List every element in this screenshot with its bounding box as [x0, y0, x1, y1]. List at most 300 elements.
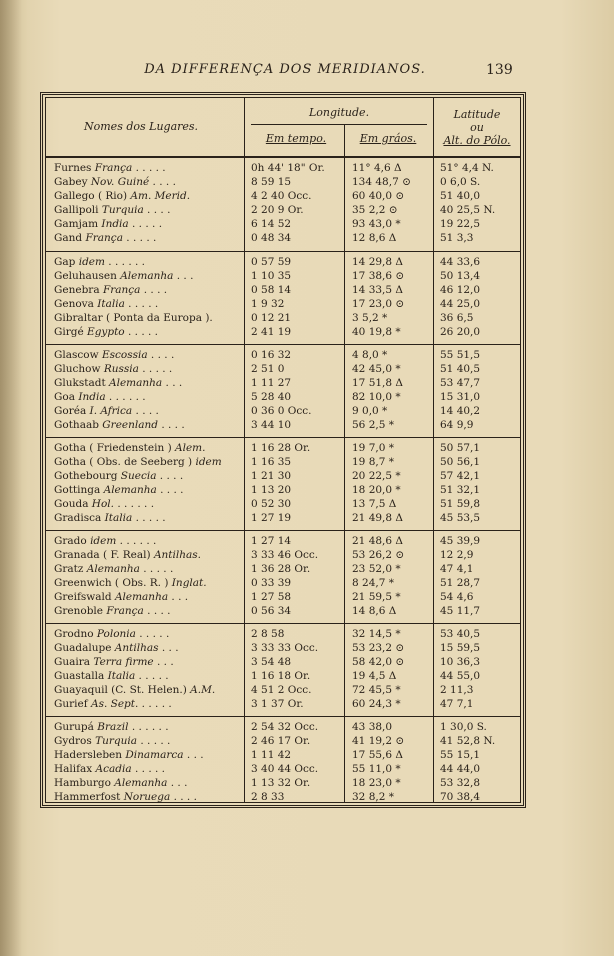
longitude-time-cell: 1 10 35: [251, 270, 292, 282]
longitude-time-cell: 0 58 14: [251, 284, 292, 296]
latitude-cell: 19 22,5: [440, 218, 481, 230]
leader-dots: . . . .: [143, 605, 171, 617]
longitude-time-cell: 1 21 30: [251, 470, 292, 482]
longitude-time-cell: 2 51 0: [251, 363, 285, 375]
latitude-cell: 47 7,1: [440, 698, 474, 710]
latitude-cell: 44 55,0: [440, 670, 481, 682]
place-name: Hammerfost: [54, 791, 121, 803]
place-name: Furnes: [54, 162, 92, 174]
region-name: Alemanha: [86, 563, 140, 575]
longitude-time-cell: 1 16 35: [251, 456, 292, 468]
place-name-cell: [54, 419, 244, 431]
table-row: [46, 312, 520, 326]
longitude-degrees-cell: 19 4,5 Δ: [352, 670, 397, 682]
longitude-degrees-cell: 53 23,2 ⊙: [352, 642, 405, 654]
place-name: Grodno: [54, 628, 94, 640]
place-name-cell: [54, 563, 244, 575]
header-latitude-cell: [434, 98, 520, 156]
latitude-cell: 36 6,5: [440, 312, 474, 324]
longitude-degrees-cell: 21 48,6 Δ: [352, 535, 403, 547]
header-ou-label: ou: [470, 121, 484, 134]
longitude-degrees-cell: 21 49,8 Δ: [352, 512, 403, 524]
latitude-cell: 51 40,5: [440, 363, 481, 375]
leader-dots: . . . . . .: [105, 391, 146, 403]
table-row: [46, 563, 520, 577]
longitude-time-cell: 0 12 21: [251, 312, 292, 324]
region-name: Inglat.: [171, 577, 207, 589]
latitude-cell: 15 31,0: [440, 391, 481, 403]
place-name-cell: [54, 232, 244, 244]
latitude-cell: 45 53,5: [440, 512, 481, 524]
table-row: [46, 512, 520, 526]
place-name: Gothebourg: [54, 470, 118, 482]
place-name: Gothaab: [54, 419, 99, 431]
leader-dots: . . . . .: [138, 363, 173, 375]
longitude-degrees-cell: 43 38,0: [352, 721, 393, 733]
place-name-cell: [54, 391, 244, 403]
longitude-degrees-cell: 14 33,5 Δ: [352, 284, 403, 296]
longitude-time-cell: 2 20 9 Or.: [251, 204, 304, 216]
place-name-cell: [54, 326, 244, 338]
latitude-cell: 14 40,2: [440, 405, 481, 417]
place-name: Greenwich ( Obs. R. ): [54, 577, 169, 589]
place-name-cell: [54, 605, 244, 617]
longitude-degrees-cell: 18 23,0 *: [352, 777, 401, 789]
region-name: Italia: [97, 298, 125, 310]
longitude-time-cell: 1 27 19: [251, 512, 292, 524]
longitude-degrees-cell: 21 59,5 *: [352, 591, 401, 603]
region-name: Alemanha: [103, 484, 157, 496]
place-name-cell: [54, 298, 244, 310]
leader-dots: . . . . .: [137, 735, 171, 747]
region-name: idem: [195, 456, 222, 468]
place-name-cell: [54, 628, 244, 640]
table-group: [46, 437, 520, 531]
place-name-cell: [54, 749, 244, 761]
longitude-time-cell: 0 57 59: [251, 256, 292, 268]
place-name: Gottinga: [54, 484, 101, 496]
place-name-cell: [54, 363, 244, 375]
place-name: Gibraltar ( Ponta da Europa ).: [54, 312, 213, 324]
table-row: [46, 549, 520, 563]
latitude-cell: 50 57,1: [440, 442, 481, 454]
longitude-time-cell: 1 16 18 Or.: [251, 670, 311, 682]
place-name-cell: [54, 176, 244, 188]
longitude-time-cell: 4 2 40 Occ.: [251, 190, 312, 202]
region-name: idem: [78, 256, 105, 268]
leader-dots: . . .: [158, 642, 179, 654]
table-row: [46, 535, 520, 549]
place-name: Gurupá: [54, 721, 94, 733]
table-row: [46, 456, 520, 470]
header-alt-polo-label: Alt. do Pólo.: [443, 134, 511, 147]
region-name: Alemanha: [114, 591, 169, 603]
latitude-cell: 15 59,5: [440, 642, 481, 654]
place-name: Gratz: [54, 563, 84, 575]
latitude-cell: 44 25,0: [440, 298, 481, 310]
place-name-cell: [54, 218, 244, 230]
region-name: idem: [90, 535, 117, 547]
place-name-cell: [54, 284, 244, 296]
place-name-cell: [54, 535, 244, 547]
leader-dots: . . . . .: [131, 763, 166, 775]
region-name: França: [85, 232, 123, 244]
region-name: Am. Merid.: [130, 190, 191, 202]
longitude-degrees-cell: 82 10,0 *: [352, 391, 401, 403]
region-name: Egypto: [87, 326, 125, 338]
longitude-time-cell: 3 1 37 Or.: [251, 698, 304, 710]
header-longitude-rule: [251, 124, 427, 125]
longitude-degrees-cell: 4 8,0 *: [352, 349, 388, 361]
table-row: [46, 670, 520, 684]
place-name: Guaira: [54, 656, 91, 668]
place-name: Gand: [54, 232, 83, 244]
leader-dots: . . . . .: [138, 698, 172, 710]
region-name: As. Sept.: [90, 698, 139, 710]
place-name: Gydros: [54, 735, 92, 747]
latitude-cell: 40 25,5 N.: [440, 204, 496, 216]
leader-dots: . . . . .: [135, 628, 170, 640]
region-name: Dinamarca: [125, 749, 184, 761]
longitude-degrees-cell: 58 42,0 ⊙: [352, 656, 405, 668]
longitude-time-cell: 1 13 20: [251, 484, 292, 496]
place-name-cell: [54, 791, 244, 803]
longitude-time-cell: 1 27 58: [251, 591, 292, 603]
place-name: Goréa: [54, 405, 87, 417]
region-name: Escossia: [101, 349, 148, 361]
latitude-cell: 12 2,9: [440, 549, 474, 561]
region-name: Italia: [107, 670, 136, 682]
longitude-degrees-cell: 23 52,0 *: [352, 563, 401, 575]
latitude-cell: 51° 4,4 N.: [440, 162, 494, 174]
place-name: Geluhausen: [54, 270, 117, 282]
longitude-time-cell: 2 41 19: [251, 326, 292, 338]
place-name-cell: [54, 591, 244, 603]
place-name: Hadersleben: [54, 749, 123, 761]
leader-dots: . . .: [162, 377, 183, 389]
leader-dots: . . .: [153, 656, 174, 668]
place-name-cell: [54, 442, 244, 454]
region-name: Brazil: [97, 721, 129, 733]
leader-dots: . . . . .: [124, 298, 159, 310]
table-row: [46, 270, 520, 284]
table-row: [46, 232, 520, 246]
longitude-time-cell: 3 33 33 Occ.: [251, 642, 319, 654]
place-name: Girgé: [54, 326, 84, 338]
place-name: Gamjam: [54, 218, 99, 230]
longitude-time-cell: 1 13 32 Or.: [251, 777, 311, 789]
longitude-time-cell: 1 36 28 Or.: [251, 563, 311, 575]
place-name-cell: [54, 377, 244, 389]
latitude-cell: 51 40,0: [440, 190, 481, 202]
leader-dots: . . . . .: [135, 670, 169, 682]
latitude-cell: 53 47,7: [440, 377, 481, 389]
region-name: Russia: [103, 363, 139, 375]
place-name-cell: [54, 484, 244, 496]
place-name: Hamburgo: [54, 777, 111, 789]
place-name: Glukstadt: [54, 377, 106, 389]
longitude-time-cell: 0 52 30: [251, 498, 292, 510]
table-header: [46, 98, 520, 158]
place-name-cell: [54, 512, 244, 524]
leader-dots: . . . .: [149, 176, 176, 188]
place-name-cell: [54, 470, 244, 482]
place-name-cell: [54, 349, 244, 361]
table-row: [46, 377, 520, 391]
region-name: Hol.: [91, 498, 114, 510]
place-name: Goa: [54, 391, 75, 403]
longitude-time-cell: 8 59 15: [251, 176, 292, 188]
table-row: [46, 256, 520, 270]
place-name: Greifswald: [54, 591, 112, 603]
longitude-time-cell: 1 9 32: [251, 298, 285, 310]
leader-dots: . . . .: [140, 284, 168, 296]
region-name: I. Africa: [89, 405, 133, 417]
region-name: Alem.: [175, 442, 206, 454]
longitude-time-cell: 1 16 28 Or.: [251, 442, 311, 454]
longitude-time-cell: 3 40 44 Occ.: [251, 763, 319, 775]
leader-dots: . . . . .: [132, 512, 166, 524]
longitude-degrees-cell: 55 11,0 *: [352, 763, 401, 775]
table-group: [46, 530, 520, 624]
region-name: Turquia: [101, 204, 144, 216]
header-names-label: Nomes dos Lugares.: [84, 120, 199, 133]
region-name: Antilhas: [114, 642, 159, 654]
longitude-time-cell: 3 54 48: [251, 656, 292, 668]
longitude-degrees-cell: 9 0,0 *: [352, 405, 388, 417]
place-name: Gallipoli: [54, 204, 99, 216]
table-row: [46, 204, 520, 218]
latitude-cell: 51 59,8: [440, 498, 481, 510]
region-name: Terra firme: [93, 656, 154, 668]
longitude-degrees-cell: 93 43,0 *: [352, 218, 401, 230]
latitude-cell: 51 28,7: [440, 577, 481, 589]
table-row: [46, 749, 520, 763]
leader-dots: . . . . .: [124, 326, 159, 338]
leader-dots: . . . . .: [128, 218, 163, 230]
place-name-cell: [54, 549, 244, 561]
longitude-time-cell: 0 56 34: [251, 605, 292, 617]
table-row: [46, 605, 520, 619]
table-row: [46, 419, 520, 433]
place-name-cell: [54, 656, 244, 668]
latitude-cell: 10 36,3: [440, 656, 481, 668]
place-name: Gurief: [54, 698, 88, 710]
region-name: Suecia: [120, 470, 157, 482]
latitude-cell: 26 20,0: [440, 326, 481, 338]
longitude-degrees-cell: 53 26,2 ⊙: [352, 549, 405, 561]
latitude-cell: 46 12,0: [440, 284, 481, 296]
place-name-cell: [54, 190, 244, 202]
longitude-degrees-cell: 3 5,2 *: [352, 312, 388, 324]
latitude-cell: 64 9,9: [440, 419, 474, 431]
latitude-cell: 53 40,5: [440, 628, 481, 640]
latitude-cell: 44 33,6: [440, 256, 481, 268]
table-row: [46, 498, 520, 512]
longitude-time-cell: 3 33 46 Occ.: [251, 549, 319, 561]
latitude-cell: 57 42,1: [440, 470, 481, 482]
longitude-degrees-cell: 12 8,6 Δ: [352, 232, 397, 244]
place-name: Gallego ( Rio): [54, 190, 128, 202]
longitude-time-cell: 2 8 58: [251, 628, 285, 640]
longitude-time-cell: 0 48 34: [251, 232, 292, 244]
region-name: Acadia: [95, 763, 132, 775]
region-name: França: [106, 605, 144, 617]
place-name-cell: [54, 204, 244, 216]
leader-dots: . . .: [167, 777, 188, 789]
longitude-time-cell: 6 14 52: [251, 218, 292, 230]
table-group: [46, 344, 520, 438]
longitude-degrees-cell: 19 7,0 *: [352, 442, 394, 454]
table-row: [46, 176, 520, 190]
place-name-cell: [54, 735, 244, 747]
latitude-cell: 51 3,3: [440, 232, 474, 244]
longitude-degrees-cell: 40 19,8 *: [352, 326, 401, 338]
latitude-cell: 1 30,0 S.: [440, 721, 487, 733]
place-name: Gap: [54, 256, 76, 268]
table-body: [46, 158, 520, 802]
table-row: [46, 763, 520, 777]
latitude-cell: 50 13,4: [440, 270, 481, 282]
place-name: Genebra: [54, 284, 100, 296]
region-name: Alemanha: [114, 777, 168, 789]
running-head: DA DIFFERENÇA DOS MERIDIANOS.: [144, 62, 426, 77]
table-row: [46, 642, 520, 656]
place-name: Genova: [54, 298, 94, 310]
place-name: Glascow: [54, 349, 99, 361]
table-row: [46, 698, 520, 712]
longitude-degrees-cell: 18 20,0 *: [352, 484, 401, 496]
place-name: Gluchow: [54, 363, 101, 375]
place-name-cell: [54, 405, 244, 417]
region-name: França: [94, 162, 133, 174]
longitude-degrees-cell: 42 45,0 *: [352, 363, 401, 375]
longitude-degrees-cell: 60 40,0 ⊙: [352, 190, 405, 202]
table-row: [46, 363, 520, 377]
region-name: A.M.: [190, 684, 216, 696]
table-row: [46, 684, 520, 698]
longitude-degrees-cell: 56 2,5 *: [352, 419, 394, 431]
longitude-time-cell: 2 54 32 Occ.: [251, 721, 319, 733]
region-name: França: [102, 284, 141, 296]
latitude-cell: 55 15,1: [440, 749, 481, 761]
table-group: [46, 158, 520, 251]
longitude-degrees-cell: 32 8,2 *: [352, 791, 394, 803]
leader-dots: . . . . . .: [113, 498, 155, 510]
place-name: Guastalla: [54, 670, 105, 682]
region-name: Alemanha: [120, 270, 174, 282]
leader-dots: . . . .: [156, 484, 184, 496]
longitude-degrees-cell: 8 24,7 *: [352, 577, 394, 589]
leader-dots: . . . . .: [139, 563, 174, 575]
leader-dots: . . . .: [156, 470, 184, 482]
latitude-cell: 47 4,1: [440, 563, 474, 575]
latitude-cell: 2 11,3: [440, 684, 474, 696]
leader-dots: . . . .: [157, 419, 185, 431]
leader-dots: . . . . . .: [128, 721, 169, 733]
table-row: [46, 442, 520, 456]
table-row: [46, 349, 520, 363]
longitude-degrees-cell: 72 45,5 *: [352, 684, 401, 696]
longitude-degrees-cell: 41 19,2 ⊙: [352, 735, 405, 747]
longitude-degrees-cell: 17 23,0 ⊙: [352, 298, 405, 310]
table-row: [46, 391, 520, 405]
place-name-cell: [54, 312, 244, 324]
table-row: [46, 791, 520, 805]
table-group: [46, 716, 520, 810]
longitude-degrees-cell: 17 38,6 ⊙: [352, 270, 405, 282]
latitude-cell: 0 6,0 S.: [440, 176, 481, 188]
longitude-time-cell: 3 44 10: [251, 419, 292, 431]
longitude-time-cell: 2 8 33: [251, 791, 285, 803]
header-longitude-cell: [245, 98, 434, 156]
latitude-cell: 44 44,0: [440, 763, 481, 775]
table-row: [46, 591, 520, 605]
table-row: [46, 577, 520, 591]
place-name-cell: [54, 642, 244, 654]
table-row: [46, 484, 520, 498]
longitude-time-cell: 5 28 40: [251, 391, 292, 403]
page-number: 139: [486, 62, 513, 78]
longitude-degrees-cell: 17 55,6 Δ: [352, 749, 403, 761]
latitude-cell: 70 38,4: [440, 791, 481, 803]
longitude-degrees-cell: 134 48,7 ⊙: [352, 176, 411, 188]
place-name: Gotha ( Obs. de Seeberg ): [54, 456, 193, 468]
longitude-degrees-cell: 11° 4,6 Δ: [352, 162, 402, 174]
place-name: Gradisca: [54, 512, 102, 524]
leader-dots: . . . . .: [122, 232, 157, 244]
longitude-time-cell: 0 36 0 Occ.: [251, 405, 312, 417]
longitude-time-cell: 2 46 17 Or.: [251, 735, 311, 747]
place-name: Gouda: [54, 498, 89, 510]
place-name: Guayaquil (C. St. Helen.): [54, 684, 187, 696]
leader-dots: . . . . . .: [104, 256, 146, 268]
header-em-tempo-label: Em tempo.: [265, 132, 327, 145]
longitude-time-cell: 0h 44' 18" Or.: [251, 162, 325, 174]
leader-dots: . . .: [183, 749, 204, 761]
latitude-cell: 41 52,8 N.: [440, 735, 496, 747]
latitude-cell: 53 32,8: [440, 777, 481, 789]
latitude-cell: 54 4,6: [440, 591, 474, 603]
place-name-cell: [54, 763, 244, 775]
longitude-degrees-cell: 14 29,8 Δ: [352, 256, 403, 268]
leader-dots: . . . . .: [132, 162, 166, 174]
table-row: [46, 190, 520, 204]
table-row: [46, 721, 520, 735]
longitude-degrees-cell: 60 24,3 *: [352, 698, 401, 710]
place-name: Grenoble: [54, 605, 103, 617]
place-name-cell: [54, 684, 244, 696]
region-name: Italia: [104, 512, 133, 524]
leader-dots: . . .: [168, 591, 189, 603]
longitude-degrees-cell: 32 14,5 *: [352, 628, 401, 640]
place-name-cell: [54, 270, 244, 282]
leader-dots: . . .: [173, 270, 194, 282]
place-name-cell: [54, 498, 244, 510]
place-name-cell: [54, 777, 244, 789]
gutter-shadow: [0, 0, 22, 956]
table-frame: [40, 92, 526, 808]
longitude-degrees-cell: 35 2,2 ⊙: [352, 204, 398, 216]
header-longitude-label: Longitude.: [308, 106, 370, 119]
region-name: Noruega: [123, 791, 171, 803]
table-group: [46, 251, 520, 345]
leader-dots: . . . .: [143, 204, 171, 216]
table-row: [46, 656, 520, 670]
leader-dots: . . . . . .: [116, 535, 157, 547]
table-row: [46, 284, 520, 298]
latitude-cell: 55 51,5: [440, 349, 481, 361]
